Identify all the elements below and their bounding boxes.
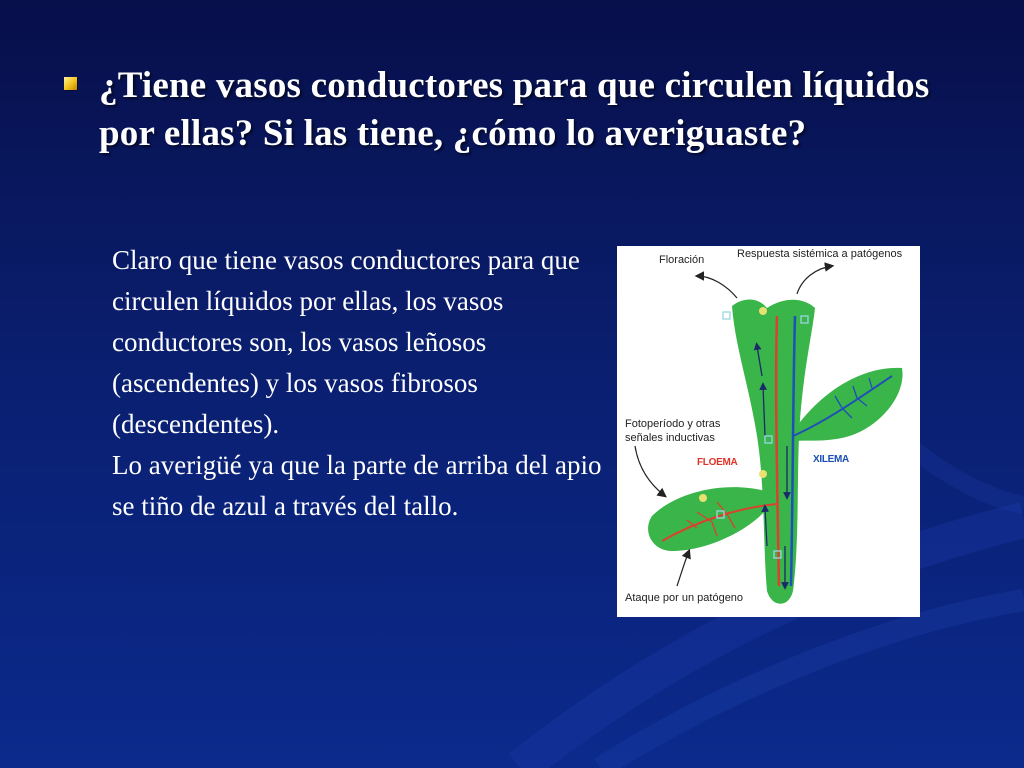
label-fotoperiodo-1: Fotoperíodo y otras: [625, 418, 721, 430]
question-bullet: [64, 62, 964, 158]
answer-text: [112, 240, 602, 527]
label-respuesta-sistemica: Respuesta sistémica a patógenos: [737, 248, 903, 260]
label-ataque-patogeno: Ataque por un patógeno: [625, 592, 744, 604]
label-fotoperiodo-2: señales inductivas: [625, 432, 715, 444]
answer-paragraph-2: Lo averigüé ya que la parte de arriba del apio se tiño de azul a través del tallo.: [112, 450, 602, 521]
plant-vascular-diagram: [617, 246, 920, 617]
slide-title-question: ¿Tiene vasos conductores para que circulen líquidos por ellas? Si las tiene, ¿cómo lo averiguaste?: [99, 65, 930, 154]
answer-paragraph-1: Claro que tiene vasos conductores para que circulen líquidos por ellas, los vasos conductores son, los vasos leñosos (ascendentes) y los vasos fibrosos (descendentes).: [112, 245, 580, 439]
bullet-icon: [64, 77, 77, 90]
label-xilema: XILEMA: [813, 454, 849, 465]
label-floema: FLOEMA: [697, 457, 738, 468]
label-floracion: Floración: [659, 254, 705, 266]
